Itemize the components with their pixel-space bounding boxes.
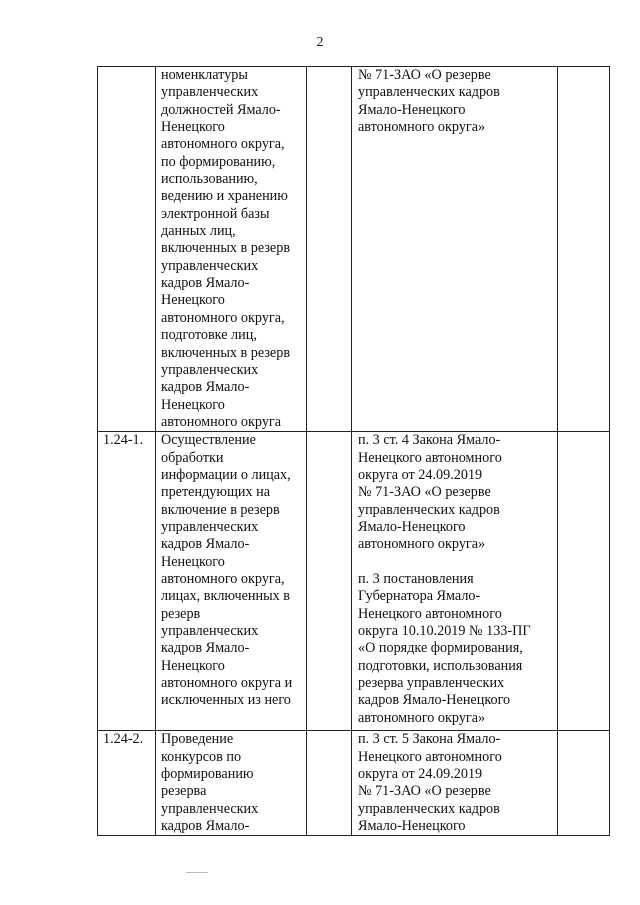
scan-artifact-line (186, 872, 208, 873)
empty-cell (558, 731, 610, 836)
page-number: 2 (316, 35, 324, 50)
activity-name-cell: Проведение конкурсов по формированию резерва управленческих кадров Ямало- (156, 731, 307, 836)
empty-cell (307, 731, 352, 836)
table-row (98, 432, 610, 731)
activity-name-cell: Осуществление обработки информации о лицах, претендующих на включение в резерв управленческих кадров Ямало- Ненецкого автономного округа, лицах, включенных в резерв управленческих кадров Ямало- Ненецкого автономного округа и исключенных из него (156, 432, 307, 731)
document-table (97, 66, 610, 836)
row-number-cell: 1.24-2. (98, 731, 156, 836)
table-row (98, 731, 610, 836)
table-row (98, 67, 610, 432)
legal-basis-cell: п. 3 ст. 5 Закона Ямало- Ненецкого автономного округа от 24.09.2019 № 71-ЗАО «О резерве управленческих кадров Ямало-Ненецкого (352, 731, 558, 836)
empty-cell (307, 67, 352, 432)
activity-name-cell: номенклатуры управленческих должностей Ямало- Ненецкого автономного округа, по формированию, использованию, ведению и хранению электронной базы данных лиц, включенных в резерв управленческих кадров Ямало- Ненецкого автономного округа, подготовке лиц, включенных в резерв управленческих кадров Ямало- Ненецкого автономного округа (156, 67, 307, 432)
row-number-cell (98, 67, 156, 432)
empty-cell (307, 432, 352, 731)
row-number-cell: 1.24-1. (98, 432, 156, 731)
empty-cell (558, 67, 610, 432)
legal-basis-cell: № 71-ЗАО «О резерве управленческих кадров Ямало-Ненецкого автономного округа» (352, 67, 558, 432)
empty-cell (558, 432, 610, 731)
legal-basis-cell: п. 3 ст. 4 Закона Ямало- Ненецкого автономного округа от 24.09.2019 № 71-ЗАО «О резерве управленческих кадров Ямало-Ненецкого автономного округа» п. 3 постановления Губернатора Ямало- Ненецкого автономного округа 10.10.2019 № 133-ПГ «О порядке формирования, подготовки, использования резерва управленческих кадров Ямало-Ненецкого автономного округа» (352, 432, 558, 731)
